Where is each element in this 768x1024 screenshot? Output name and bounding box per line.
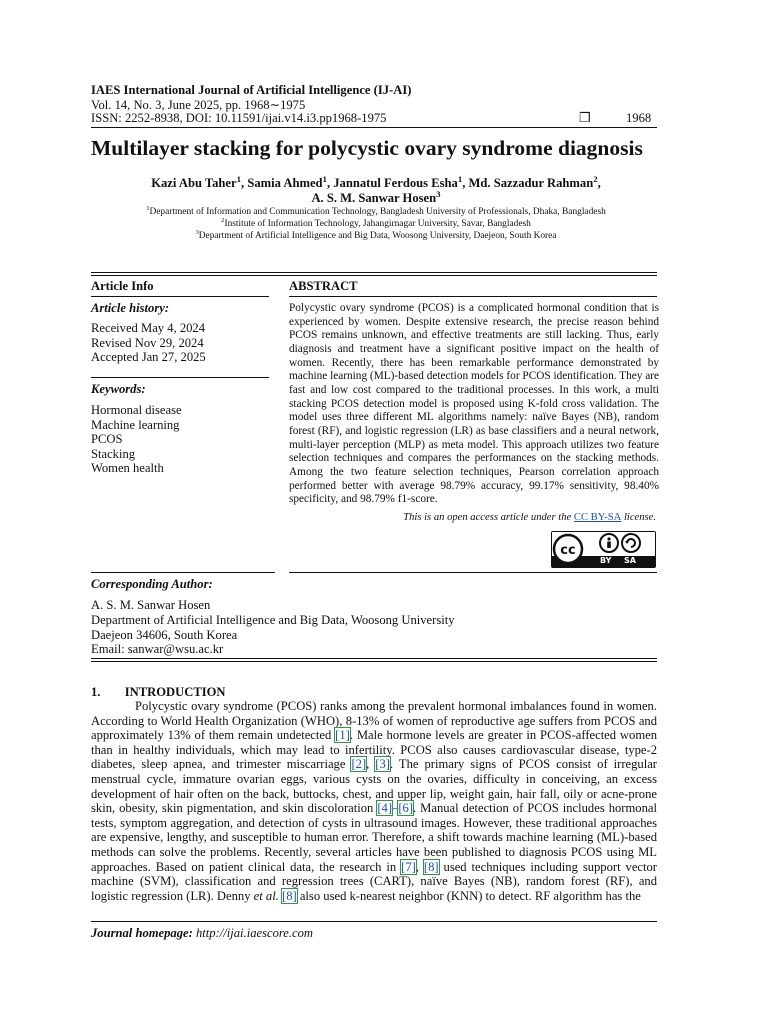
citation-link[interactable]: [4] (377, 801, 393, 816)
author-name: Samia Ahmed (247, 176, 323, 190)
author-name: A. S. M. Sanwar Hosen (311, 191, 437, 205)
introduction-text: Polycystic ovary syndrome (PCOS) ranks among the prevalent hormonal imbalances found in women. According to World Health Organization (WHO), 8-13% of women of reproductive age suffers from PCOS and approximately 13% of them remain undetected [1]. Male hormone levels are greater in PCOS-affected women than in healthy individuals, which may lead to infertility. PCOS also causes cardiovascular disease, type-2 diabetes, sleep apnea, and trimester miscarriage [2], [3]. The primary signs of PCOS consist of irregular menstrual cycle, immature ovarian eggs, various cysts on the ovaries, difficulty in conceiving, an excess development of hair often on the back, buttocks, chest, and upper lip, weight gain, hair fall, oily or acne-prone skin, obesity, skin pigmentation, and skin discoloration [4]–[6]. Manual detection of PCOS includes hormonal tests, symptom aggregation, and detection of cysts in ultrasound images. However, these traditional approaches are expensive, lengthy, and susceptible to human error. Therefore, a shift towards machine learning (ML)-based methods can solve the problems. Recently, several articles have been published to diagnosis PCOS using ML approaches. Based on patient clinical data, the research in [7], [8] used techniques including support vector machine (SVM), classification and regression trees (CART), naïve Bayes (NB), random forest (RF), and logistic regression (LR). Denny et al. [8] also used k-nearest neighbor (KNN) to detect. RF algorithm has the (91, 699, 657, 903)
author-name: Kazi Abu Taher (151, 176, 237, 190)
article-info-heading: Article Info (91, 279, 154, 293)
header-rule (91, 127, 657, 128)
paragraph-text: . The primary signs of PCOS consist of irregular menstrual cycle, immature ovarian eggs, various cysts on the ovaries, difficulty in conceiving, an excess development of hair often on the back, buttocks, chest, and upper lip, weight gain, hair fall, oily or acne-prone skin, obesity, skin pigmentation, and skin discoloration (91, 757, 657, 816)
citation-link[interactable]: [2] (351, 757, 367, 772)
corresponding-dept: Department of Artificial Intelligence and Big Data, Woosong University (91, 612, 455, 627)
received-date: Received May 4, 2024 (91, 321, 206, 335)
journal-homepage (91, 926, 313, 941)
abstract-heading: ABSTRACT (289, 279, 358, 293)
et-al: et al. (253, 888, 279, 903)
accepted-date: Accepted Jan 27, 2025 (91, 350, 206, 364)
author-affiliation-mark: 1 (236, 173, 242, 184)
author-affiliation-mark: 2 (593, 173, 598, 184)
keyword: Stacking (91, 446, 136, 461)
paragraph-text: . Manual detection of PCOS includes hormonal tests, symptom aggregation, and detection of cysts in ultrasound images. However, these traditional approaches are expensive, lengthy, and susceptible to human error. Therefore, a shift towards machine learning (ML)-based methods can solve the problems. Recently, several articles have been published to diagnosis PCOS using ML approaches. Based on patient clinical data, the research in (91, 801, 657, 874)
keyword: Hormonal disease (91, 403, 182, 417)
section-rule (91, 658, 657, 659)
open-access-note (289, 512, 656, 523)
corresponding-author-label: Corresponding Author: (91, 577, 213, 591)
volume-info: Vol. 14, No. 3, June 2025, pp. 1968∼1975 (91, 98, 306, 112)
column-rule (91, 296, 269, 297)
footer-rule (91, 921, 657, 922)
keyword: Machine learning (91, 417, 180, 432)
author-name: Md. Sazzadur Rahman (468, 176, 594, 190)
column-rule (289, 296, 657, 297)
cc-by-sa-badge[interactable] (551, 531, 656, 568)
keyword: Women health (91, 461, 164, 475)
citation-link[interactable]: [1] (335, 728, 350, 743)
revised-date: Revised Nov 29, 2024 (91, 335, 204, 350)
box-icon: ❒ (579, 110, 591, 125)
corresponding-city: Daejeon 34606, South Korea (91, 627, 238, 642)
keywords-label: Keywords: (91, 382, 146, 396)
cc-sa-label: SA (624, 556, 636, 565)
section-rule (91, 661, 657, 662)
keyword: PCOS (91, 432, 123, 446)
homepage-url[interactable]: http://ijai.iaescore.com (195, 926, 314, 940)
corresponding-name: A. S. M. Sanwar Hosen (91, 598, 211, 612)
corresponding-author-block (91, 598, 455, 657)
affiliation-text: Department of Information and Communication Technology, Bangladesh University of Professionals, Dhaka, Bangladesh (149, 207, 606, 217)
section-title: INTRODUCTION (124, 685, 226, 699)
journal-name: IAES International Journal of Artificial Intelligence (IJ-AI) (91, 83, 412, 97)
column-rule (91, 377, 269, 378)
column-rule (91, 572, 275, 573)
affiliation-text: Institute of Information Technology, Jahangirnagar University, Savar, Bangladesh (224, 219, 531, 229)
cc-by-label: BY (600, 556, 612, 565)
citation-link[interactable]: [7] (401, 859, 416, 874)
introduction-heading (91, 685, 226, 700)
citation-link[interactable]: [8] (282, 888, 297, 903)
author-affiliation-mark: 1 (457, 173, 463, 184)
issn-doi: ISSN: 2252-8938, DOI: 10.11591/ijai.v14.i3.pp1968-1975 (91, 111, 387, 125)
citation-link[interactable]: [6] (398, 801, 414, 816)
affiliation-list (91, 206, 661, 242)
author-name: Jannatul Ferdous Esha (333, 176, 458, 190)
svg-text:cc: cc (560, 543, 576, 558)
section-rule (91, 272, 657, 273)
paragraph-text: Polycystic ovary syndrome (PCOS) ranks among the prevalent hormonal imbalances found in women. According to World Health Organization (WHO), 8-13% of women of reproductive age suffers from PCOS and approximately 13% of them remain undetected (91, 699, 657, 743)
affiliation-mark: 2 (221, 216, 225, 224)
affiliation-mark: 1 (146, 204, 150, 212)
homepage-label: Journal homepage: (91, 926, 193, 940)
keyword-list (91, 403, 182, 476)
license-link[interactable]: CC BY-SA (573, 512, 622, 523)
author-list: Kazi Abu Taher$^1$, Samia Ahmed$^1$, Jannatul Ferdous Esha$^1$, Md. Sazzadur Rahman$^2$, A. S. M. Sanwar Hosen$^3$ (151, 173, 601, 205)
paper-title: Multilayer stacking for polycystic ovary syndrome diagnosis (91, 136, 643, 160)
section-rule (91, 275, 657, 276)
corresponding-email[interactable]: Email: sanwar@wsu.ac.kr (91, 642, 224, 657)
affiliation (91, 206, 661, 218)
author-affiliation-mark: 3 (436, 188, 441, 199)
section-number: 1. (91, 685, 101, 699)
paragraph-text: also used k-nearest neighbor (KNN) to detect. RF algorithm has the (299, 888, 641, 903)
column-rule (289, 572, 657, 573)
article-history (91, 321, 206, 365)
affiliation-text: Department of Artificial Intelligence and Big Data, Woosong University, Daejeon, South Korea (198, 231, 557, 241)
author-affiliation-mark: 1 (322, 173, 327, 184)
affiliation (91, 218, 661, 230)
affiliation-mark: 3 (195, 228, 199, 236)
abstract-text: Polycystic ovary syndrome (PCOS) is a complicated hormonal condition that is experienced by women. Despite extensive research, the precise reason behind PCOS remains unknown, and effective treatments are still lacking. Thus, early diagnosis and treatment have a significant positive impact on the health of women. Recently, there has been remarkable performance demonstrated by machine learning (ML)-based detection models for PCOS identification. They are fast and low cost compared to the traditional processes. In this work, a multi stacking PCOS detection model is proposed using K-fold cross validation. The model uses three different ML algorithms namely: naïve Bayes (NB), random forest (RF), and logistic regression (LR) as base classifiers and a neural network, multi-layer perception (MLP) as meta model. This approach utilizes two feature selection techniques and compares the performances on the stacking methods. Among the two feature selection techniques, Pearson correlation approach performed better with average 98.79% accuracy, 99.17% sensitivity, 98.40% specificity, and 98.79% f1-score. (289, 302, 659, 506)
citation-link[interactable]: [8] (423, 859, 439, 874)
article-history-label: Article history: (91, 301, 170, 315)
affiliation (91, 230, 661, 242)
page-number: 1968 (626, 111, 652, 125)
paragraph-text: . Male hormone levels are greater in PCOS-affected women than in healthy individuals, which may lead to infertility. PCOS also causes cardiovascular disease, type-2 diabetes, sleep apnea, and trimester miscarriage (91, 728, 657, 772)
citation-link[interactable]: [3] (375, 757, 390, 772)
open-access-prefix: This is an open access article under the (403, 512, 572, 523)
paragraph-text: used techniques including support vector machine (SVM), classification and regression trees (CART), naïve Bayes (NB), random forest (RF), and logistic regression (LR). Denny (91, 859, 657, 903)
open-access-suffix: license. (623, 512, 656, 523)
